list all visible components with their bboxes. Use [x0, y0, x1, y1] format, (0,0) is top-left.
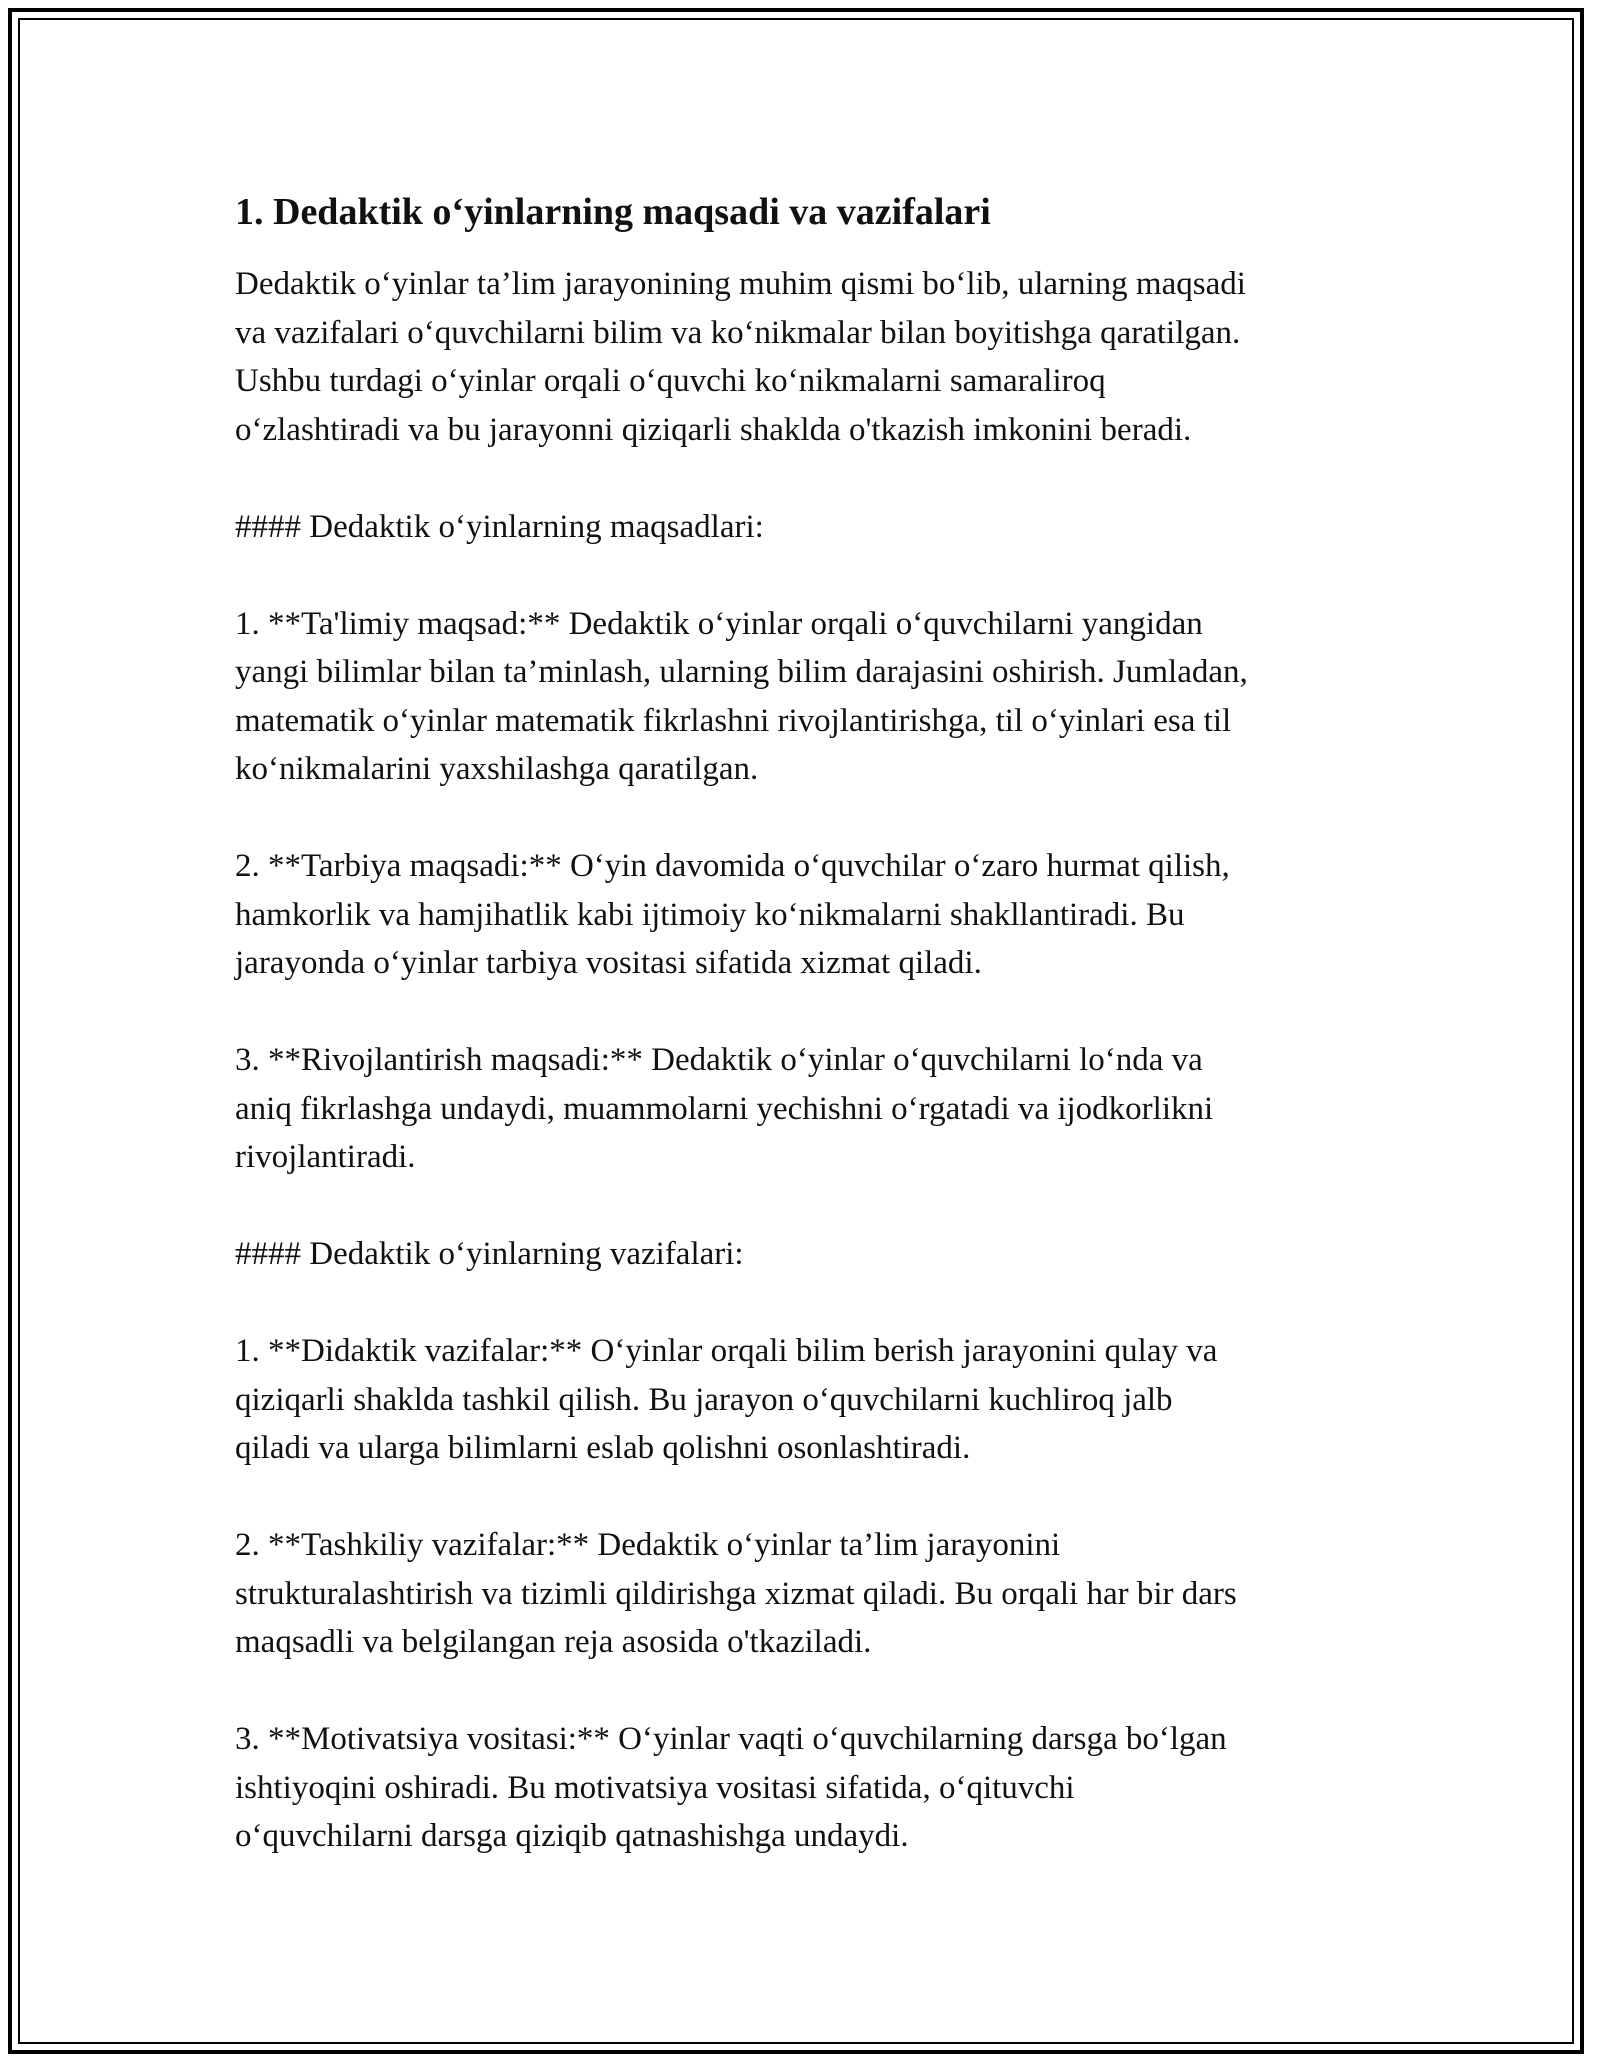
document-body: [235, 188, 1375, 1909]
tasks-heading: #### Dedaktik o‘yinlarning vazifalari:: [235, 1236, 744, 1272]
goal-item-educational: 1. **Ta'limiy maqsad:** Dedaktik o‘yinlar orqali o‘quvchilarni yangidan yangi bilimlar bilan ta’minlash, ularning bilim darajasini oshirish. Jumladan, matematik o‘yinlar matematik fikrlashni rivojlantirishga, til o‘yinlari esa til ko‘nikmalarini yaxshilashga qaratilgan.: [235, 605, 1248, 787]
goal-item-upbringing: 2. **Tarbiya maqsadi:** O‘yin davomida o‘quvchilar o‘zaro hurmat qilish, hamkorlik va hamjihatlik kabi ijtimoiy ko‘nikmalarni shakllantiradi. Bu jarayonda o‘yinlar tarbiya vositasi sifatida xizmat qiladi.: [235, 848, 1230, 981]
goal-item-development: 3. **Rivojlantirish maqsadi:** Dedaktik o‘yinlar o‘quvchilarni lo‘nda va aniq fikrlashga undaydi, muammolarni yechishni o‘rgatadi va ijodkorlikni rivojlantiradi.: [235, 1042, 1214, 1175]
intro-paragraph: Dedaktik o‘yinlar ta’lim jarayonining muhim qismi bo‘lib, ularning maqsadi va vazifalari o‘quvchilarni bilim va ko‘nikmalar bilan boyitishga qaratilgan. Ushbu turdagi o‘yinlar orqali o‘quvchi ko‘nikmalarni samaraliroq o‘zlashtiradi va bu jarayonni qiziqarli shaklda o'tkazish imkonini beradi.: [235, 266, 1246, 448]
section-title: 1. Dedaktik o‘yinlarning maqsadi va vazifalari: [235, 191, 991, 233]
task-item-didactic: 1. **Didaktik vazifalar:** O‘yinlar orqali bilim berish jarayonini qulay va qiziqarli shaklda tashkil qilish. Bu jarayon o‘quvchilarni kuchliroq jalb qiladi va ularga bilimlarni eslab qolishni osonlashtiradi.: [235, 1333, 1218, 1466]
goals-heading: #### Dedaktik o‘yinlarning maqsadlari:: [235, 508, 764, 545]
task-item-motivation: 3. **Motivatsiya vositasi:** O‘yinlar vaqti o‘quvchilarning darsga bo‘lgan ishtiyoqini oshiradi. Bu motivatsiya vositasi sifatida, o‘qituvchi o‘quvchilarni darsga qiziqib qatnashishga undaydi.: [235, 1721, 1227, 1854]
task-item-organizational: 2. **Tashkiliy vazifalar:** Dedaktik o‘yinlar ta’lim jarayonini strukturalashtirish va tizimli qildirishga xizmat qiladi. Bu orqali har bir dars maqsadli va belgilangan reja asosida o'tkaziladi.: [235, 1527, 1237, 1660]
